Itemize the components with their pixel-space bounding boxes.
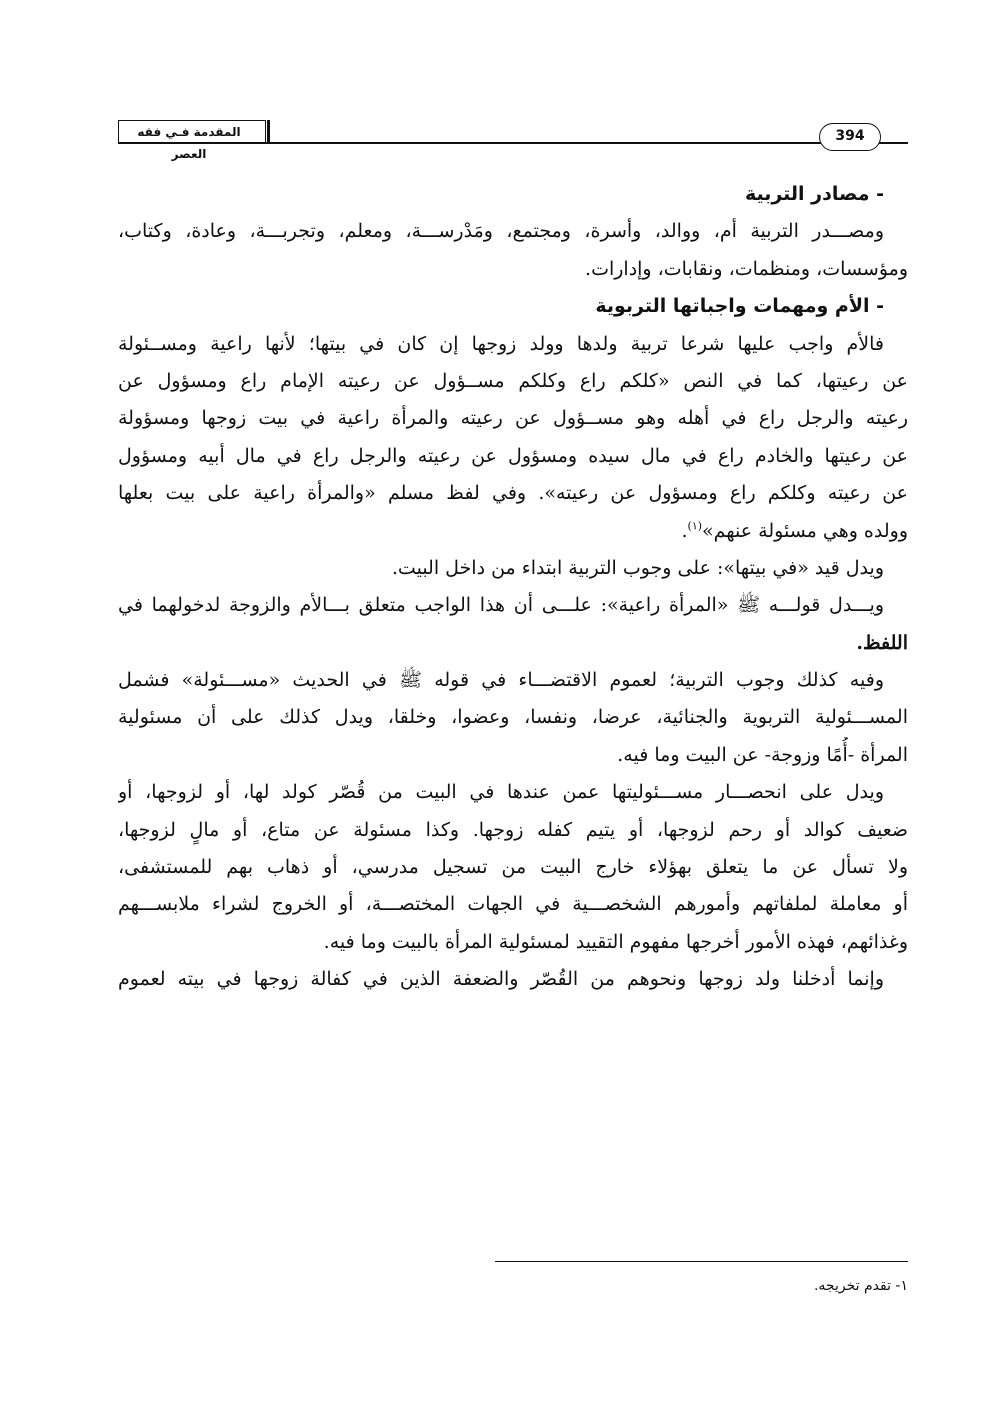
paragraph-line: المرأة -أُمًا وزوجة- عن البيت وما فيه.: [617, 743, 908, 766]
paragraph-line: ومصـــدر التربية أم، ووالد، وأسرة، ومجتمع، ومَدْرســـة، ومعلم، وتجربـــة، وعادة، وكتاب،: [118, 220, 884, 243]
page-number: 394: [819, 123, 881, 151]
paragraph-line: فالأم واجب عليها شرعا تربية ولدها وولد زوجها إن كان في بيتها؛ لأنها راعية ومســئولة: [118, 332, 884, 355]
body-text: [118, 176, 908, 999]
footnote: ١- تقدم تخريجه.: [813, 1278, 908, 1294]
section-heading: - مصادر التربية: [744, 183, 884, 205]
section-heading: - الأم ومهمات واجباتها التربوية: [595, 295, 884, 318]
footnote-rule: [495, 1261, 908, 1262]
paragraph-text: وولده وهي مسئولة عنهم»: [702, 519, 908, 542]
paragraph-line: ومؤسسات، ومنظمات، ونقابات، وإدارات.: [585, 257, 908, 280]
paragraph-line: المســـئولية التربوية والجنائية، عرضا، ونفسا، وعضوا، وخلقا، ويدل كذلك على أن مسئولية: [118, 706, 908, 729]
paragraph-line: وغذائهم، فهذه الأمور أخرجها مفهوم التقييد لمسئولية المرأة بالبيت وما فيه.: [323, 930, 908, 953]
paragraph-line: ضعيف كوالد أو رحم لزوجها، أو يتيم كفله زوجها. وكذا مسئولة عن متاع، أو مالٍ لزوجها،: [118, 818, 908, 841]
paragraph-line: [118, 513, 908, 550]
paragraph-line: رعيته والرجل راع في أهله وهو مســؤول عن رعيته والمرأة راعية في بيت زوجها ومسؤولة: [118, 407, 908, 430]
header-rule: [118, 142, 908, 144]
paragraph-line: ويـــدل قولـــه ﷺ «المرأة راعية»: علـــى أن هذا الواجب متعلق بـــالأم والزوجة لدخولهما في: [118, 594, 884, 617]
paragraph-line: وإنما أدخلنا ولد زوجها ونحوهم من القُصّر والضعفة الذين في كفالة زوجها في بيته لعموم: [118, 968, 884, 991]
footnote-reference[interactable]: (١): [687, 519, 703, 533]
paragraph-line: ولا تسأل عن ما يتعلق بهؤلاء خارج البيت من تسجيل مدرسي، أو ذهاب بهم للمستشفى،: [118, 856, 908, 879]
paragraph-line: أو معاملة لملفاتهم وأمورهم الشخصـــية في الجهات المختصـــة، أو الخروج لشراء ملابســـهم: [118, 893, 908, 916]
paragraph-line: ويدل قيد «في بيتها»: على وجوب التربية ابتداء من داخل البيت.: [391, 556, 884, 579]
paragraph-line: عن رعيتها والخادم راع في مال سيده ومسؤول عن رعيته والرجل راع في مال أبيه ومسؤول: [118, 444, 908, 467]
paragraph-line: عن رعيتها، كما في النص «كلكم راع وكلكم مســؤول عن رعيته الإمام راع ومسؤول عن: [118, 369, 908, 392]
paragraph-text: .: [681, 519, 688, 542]
paragraph-line: ويدل على انحصـــار مســـئوليتها عمن عندها في البيت من قُصّر كولد لها، أو لزوجها، أو: [118, 781, 884, 804]
paragraph-line: اللفظ.: [856, 631, 908, 654]
header-title-box: [118, 120, 266, 161]
paragraph-line: عن رعيته وكلكم راع ومسؤول عن رعيته». وفي لفظ مسلم «والمرأة راعية على بيت بعلها: [118, 482, 908, 505]
book-title: المقدمة فـي فقه العصر: [137, 125, 241, 161]
paragraph-line: وفيه كذلك وجوب التربية؛ لعموم الاقتضـــاء في قوله ﷺ في الحديث «مســـئولة» فشمل: [118, 669, 884, 692]
